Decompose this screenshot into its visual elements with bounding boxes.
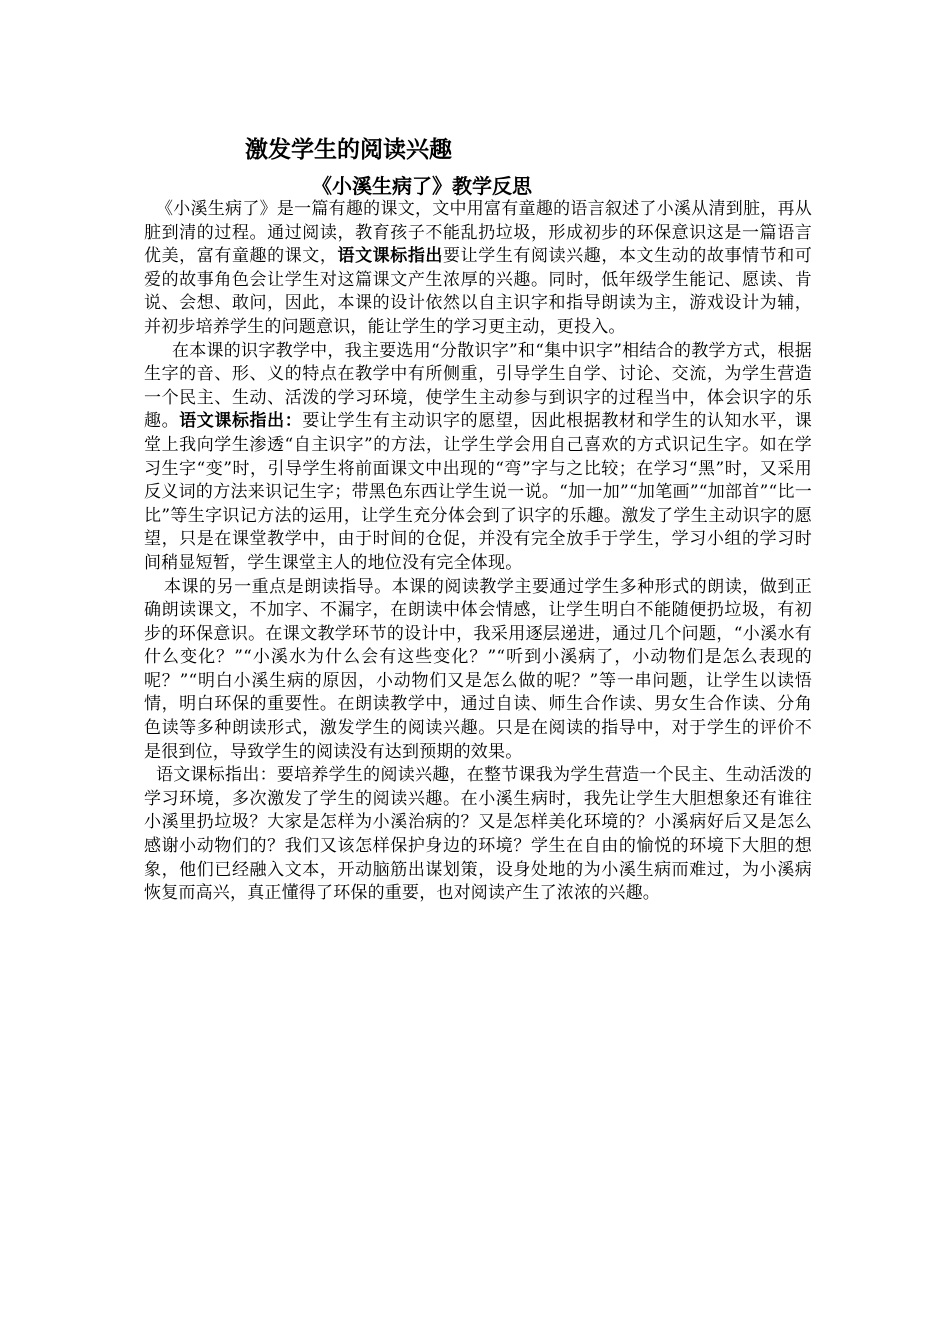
paragraph-text: 在本课的识字教学中，我主要选用“分散识字”和“集中识字”相结合的教学方式，根据生字的音、形、义的特点在教学中有所侧重，引导学生自学、讨论、交流，为学生营造一个民主、生动、活泼的学习环境，使学生主动参与到识字的过程当中，体会识字的乐趣。 <box>144 340 812 432</box>
paragraph-text: 《小溪生病了》是一篇有趣的课文，文中用富有童趣的语言叙述了小溪从清到脏，再从脏到清的过程。通过阅读，教育孩子不能乱扔垃圾，形成初步的环保意识这是一篇语言优美，富有童趣的课文， <box>144 199 812 267</box>
paragraph-text: 要让学生有阅读兴趣，本文生动的故事情节和可爱的故事角色会让学生对这篇课文产生浓厚的兴趣。同时，低年级学生能记、愿读、肯说、会想、敢问，因此，本课的设计依然以自主识字和指导朗读为主，游戏设计为辅，并初步培养学生的问题意识，能让学生的学习更主动，更投入。 <box>144 246 813 337</box>
document-body <box>144 198 812 906</box>
emphasis-text: 语文课标指出： <box>179 411 303 432</box>
paragraph-text: 要让学生有主动识字的愿望，因此根据教材和学生的认知水平，课堂上我向学生渗透“自主识字”的方法，让学生学会用自己喜欢的方式识记生字。如在学习生字“变”时，引导学生将前面课文中出现的“弯”字与之比较；在学习“黑”时，又采用反义词的方法来识记生字；带黑色东西让学生说一说。“加一加”“加笔画”“加部首”“比一比”等生字识记方法的运用，让学生充分体会到了识字的乐趣。激发了学生主动识字的愿望，只是在课堂教学中，由于时间的仓促，并没有完全放手于学生，学习小组的学习时间稍显短暂，学生课堂主人的地位没有完全体现。 <box>144 411 812 573</box>
document-title: 激发学生的阅读兴趣 <box>245 137 452 163</box>
document-subtitle: 《小溪生病了》教学反思 <box>312 174 532 198</box>
paragraph-intro <box>144 198 812 340</box>
paragraph-conclusion: 语文课标指出：要培养学生的阅读兴趣，在整节课我为学生营造一个民主、生动活泼的学习环境，多次激发了学生的阅读兴趣。在小溪生病时，我先让学生大胆想象还有谁往小溪里扔垃圾？大家是怎样为小溪治病的？又是怎样美化环境的？小溪病好后又是怎么感谢小动物们的？我们又该怎样保护身边的环境？学生在自由的愉悦的环境下大胆的想象，他们已经融入文本，开动脑筋出谋划策，设身处地的为小溪生病而难过，为小溪病恢复而高兴，真正懂得了环保的重要，也对阅读产生了浓浓的兴趣。 <box>144 765 812 904</box>
paragraph-literacy <box>144 340 812 576</box>
emphasis-text: 语文课标指出 <box>337 246 444 267</box>
paragraph-reading: 本课的另一重点是朗读指导。本课的阅读教学主要通过学生多种形式的朗读，做到正确朗读课文，不加字、不漏字，在朗读中体会情感，让学生明白不能随便扔垃圾，有初步的环保意识。在课文教学环节的设计中，我采用逐层递进，通过几个问题，“小溪水有什么变化？”“小溪水为什么会有这些变化？”“听到小溪病了，小动物们是怎么表现的呢？”“明白小溪生病的原因，小动物们又是怎么做的呢？”等一串问题，让学生以读悟情，明白环保的重要性。在朗读教学中，通过自读、师生合作读、男女生合作读、分角色读等多种朗读形式，激发学生的阅读兴趣。只是在阅读的指导中，对于学生的评价不是很到位，导致学生的阅读没有达到预期的效果。 <box>144 576 812 762</box>
